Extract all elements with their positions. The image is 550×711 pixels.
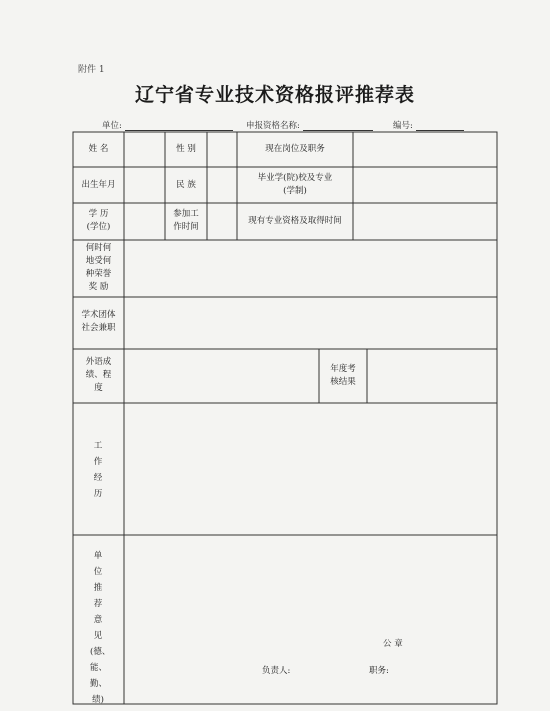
gender-input-cell[interactable] (208, 133, 236, 166)
school-label-line1: 毕业学(院)校及专业 (257, 173, 333, 183)
recommendation-input-cell[interactable] (125, 536, 496, 634)
language-input-cell[interactable] (125, 350, 318, 402)
name-label: 姓 名 (88, 144, 109, 154)
current-post-input-cell[interactable] (354, 133, 496, 166)
gender-label: 性 别 (176, 144, 196, 154)
awards-label-line4: 奖 励 (88, 282, 109, 292)
ethnicity-input-cell[interactable] (208, 168, 236, 202)
work-history-input-cell[interactable] (125, 404, 496, 534)
seal-label: 公 章 (383, 639, 403, 649)
language-label-line3: 度 (94, 383, 103, 393)
qualification-label: 申报资格名称: (246, 121, 300, 131)
work-start-input-cell[interactable] (208, 204, 236, 239)
recommendation-label (90, 548, 111, 708)
awards-label-line3: 种荣誉 (85, 269, 112, 279)
school-label-line2: (学制) (283, 186, 307, 196)
awards-input-cell[interactable] (125, 241, 496, 296)
academic-label (73, 309, 124, 335)
number-label: 编号: (393, 121, 413, 131)
work-start-label-line2: 作时间 (173, 222, 199, 232)
work-start-label-line1: 参加工 (173, 209, 199, 219)
language-label (73, 356, 124, 395)
responsible-label: 负责人: (262, 666, 291, 676)
education-label-line1: 学 历 (88, 209, 109, 219)
current-qualification-input-cell[interactable] (354, 204, 496, 239)
current-qualification-label: 现有专业资格及取得时间 (248, 216, 342, 226)
form-title: 辽宁省专业技术资格报评推荐表 (134, 84, 415, 106)
annual-review-label-line2: 核结果 (330, 377, 356, 387)
birth-label: 出生年月 (81, 180, 116, 190)
academic-input-cell[interactable] (125, 298, 496, 348)
language-label-line2: 绩、程 (85, 370, 112, 380)
work-start-label (165, 208, 207, 234)
attachment-label: 附件 1 (78, 65, 105, 75)
education-label (73, 208, 124, 234)
work-history-label (90, 438, 106, 502)
school-label (237, 172, 353, 198)
work-history-text: 工作经历 (93, 441, 103, 499)
education-input-cell[interactable] (125, 204, 164, 239)
annual-review-label (319, 363, 367, 389)
school-input-cell[interactable] (354, 168, 496, 202)
birth-input-cell[interactable] (125, 168, 164, 202)
recommendation-text: 单位推荐意见(德、能、勤、绩) (90, 551, 111, 705)
current-post-label: 现在岗位及职务 (265, 144, 325, 154)
academic-label-line2: 社会兼职 (81, 323, 116, 333)
annual-review-input-cell[interactable] (368, 350, 496, 402)
ethnicity-label: 民 族 (176, 180, 196, 190)
awards-label (73, 242, 124, 294)
unit-label: 单位: (102, 121, 122, 131)
position-label: 职务: (369, 666, 389, 676)
awards-label-line2: 地受何 (85, 256, 112, 266)
language-label-line1: 外语成 (85, 357, 112, 367)
awards-label-line1: 何时何 (85, 243, 112, 253)
academic-label-line1: 学术团体 (81, 310, 116, 320)
annual-review-label-line1: 年度考 (330, 364, 356, 374)
education-label-line2: (学位) (86, 222, 111, 232)
name-input-cell[interactable] (125, 133, 164, 166)
